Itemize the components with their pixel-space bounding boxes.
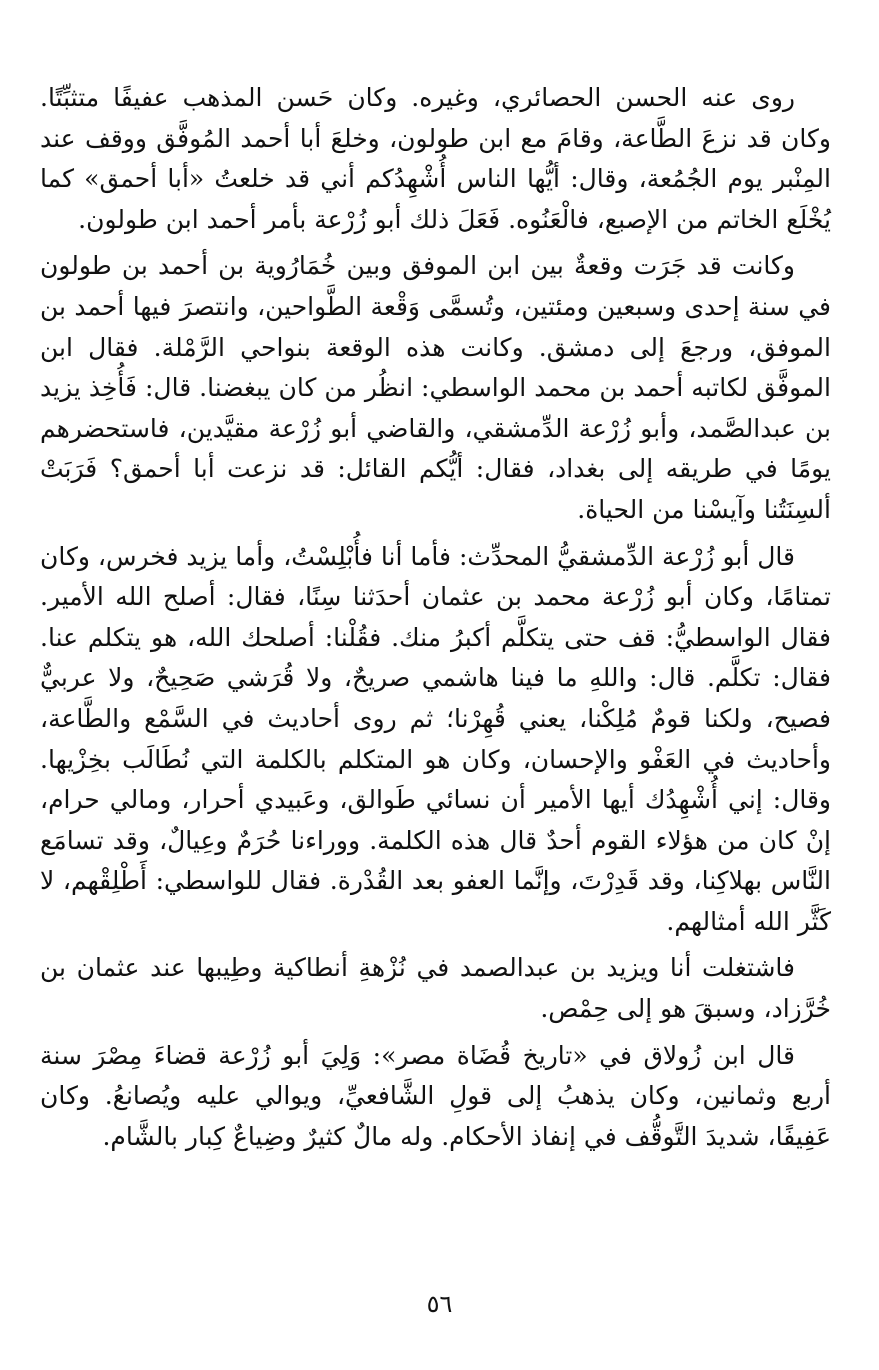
page-body xyxy=(40,78,831,1163)
paragraph-1: روى عنه الحسن الحصائري، وغيره. وكان حَسن المذهب عفيفًا متثبِّتًا. وكان قد نزعَ الطَّاعة، وقامَ مع ابن طولون، وخلعَ أبا أحمد المُوفَّق ووقف عند المِنْبر يوم الجُمُعة، وقال: أيُّها الناس أُشْهِدُكم أني قد خلعتُ «أبا أحمق» كما يُخْلَع الخاتم من الإصبع، فالْعَنُوه. فَعَلَ ذلك أبو زُرْعة بأمر أحمد ابن طولون. xyxy=(40,83,831,234)
paragraph-4: فاشتغلت أنا ويزيد بن عبدالصمد في نُزْهةِ أنطاكية وطِيبها عند عثمان بن خُرَّزاد، وسبقَ هو إلى حِمْص. xyxy=(40,953,831,1024)
page-number: ٥٦ xyxy=(426,1290,453,1318)
paragraph-5: قال ابن زُولاق في «تاريخ قُضَاة مصر»: وَلِيَ أبو زُرْعة قضاءَ مِصْرَ سنة أربع وثمانين، وكان يذهبُ إلى قولِ الشَّافعيِّ، ويوالي عليه ويُصانعُ. وكان عَفِيفًا، شديدَ التَّوقُّف في إنفاذ الأحكام. وله مالٌ كثيرٌ وضِياعٌ كِبار بالشَّام. xyxy=(40,1040,831,1151)
paragraph-3: قال أبو زُرْعة الدِّمشقيُّ المحدِّث: فأما أنا فأُبْلِسْتُ، وأما يزيد فخرس، وكان تمتامًا، وكان أبو زُرْعة محمد بن عثمان أحدَثنا سِنًا، فقال: أصلح الله الأمير. فقال الواسطيُّ: قف حتى يتكلَّم أكبرُ منك. فقُلْنا: أصلحك الله، هو يتكلم عنا. فقال: تكلَّم. قال: واللهِ ما فينا هاشمي صريحٌ، ولا قُرَشي صَحِيحٌ، ولا عربيٌّ فصيح، ولكنا قومٌ مُلِكْنا، يعني قُهِرْنا؛ ثم روى أحاديث في السَّمْع والطَّاعة، وأحاديث في العَفْو والإحسان، وكان هو المتكلم بالكلمة التي نُطَالَب بخِزْيها. وقال: إني أُشْهِدُك أيها الأمير أن نسائي طَوالق، وعَبيدي أحرار، ومالي حرام، إنْ كان من هؤلاء القوم أحدٌ قال هذه الكلمة. ووراءنا حُرَمٌ وعِيالٌ، وقد تسامَع النَّاس بهلاكِنا، وقد قَدِرْتَ، وإنَّما العفو بعد القُدْرة. فقال للواسطي: أَطْلِقْهم، لا كَثَّر الله أمثالهم. xyxy=(40,541,831,936)
paragraph-2: وكانت قد جَرَت وقعةٌ بين ابن الموفق وبين خُمَارُوية بن أحمد بن طولون في سنة إحدى وسبعين ومئتين، وتُسمَّى وَقْعة الطَّواحين، وانتصرَ فيها أحمد بن الموفق، ورجعَ إلى دمشق. وكانت هذه الوقعة بنواحي الرَّمْلة. فقال ابن الموفَّق لكاتبه أحمد بن محمد الواسطي: انظُر من كان يبغضنا. قال: فَأُخِذ يزيد بن عبدالصَّمد، وأبو زُرْعة الدِّمشقي، والقاضي أبو زُرْعة مقيَّدين، فاستحضرهم يومًا في طريقه إلى بغداد، فقال: أيُّكم القائل: قد نزعت أبا أحمق؟ فَرَبَتْ ألسِنَتُنا وآيسْنا من الحياة. xyxy=(40,251,831,524)
